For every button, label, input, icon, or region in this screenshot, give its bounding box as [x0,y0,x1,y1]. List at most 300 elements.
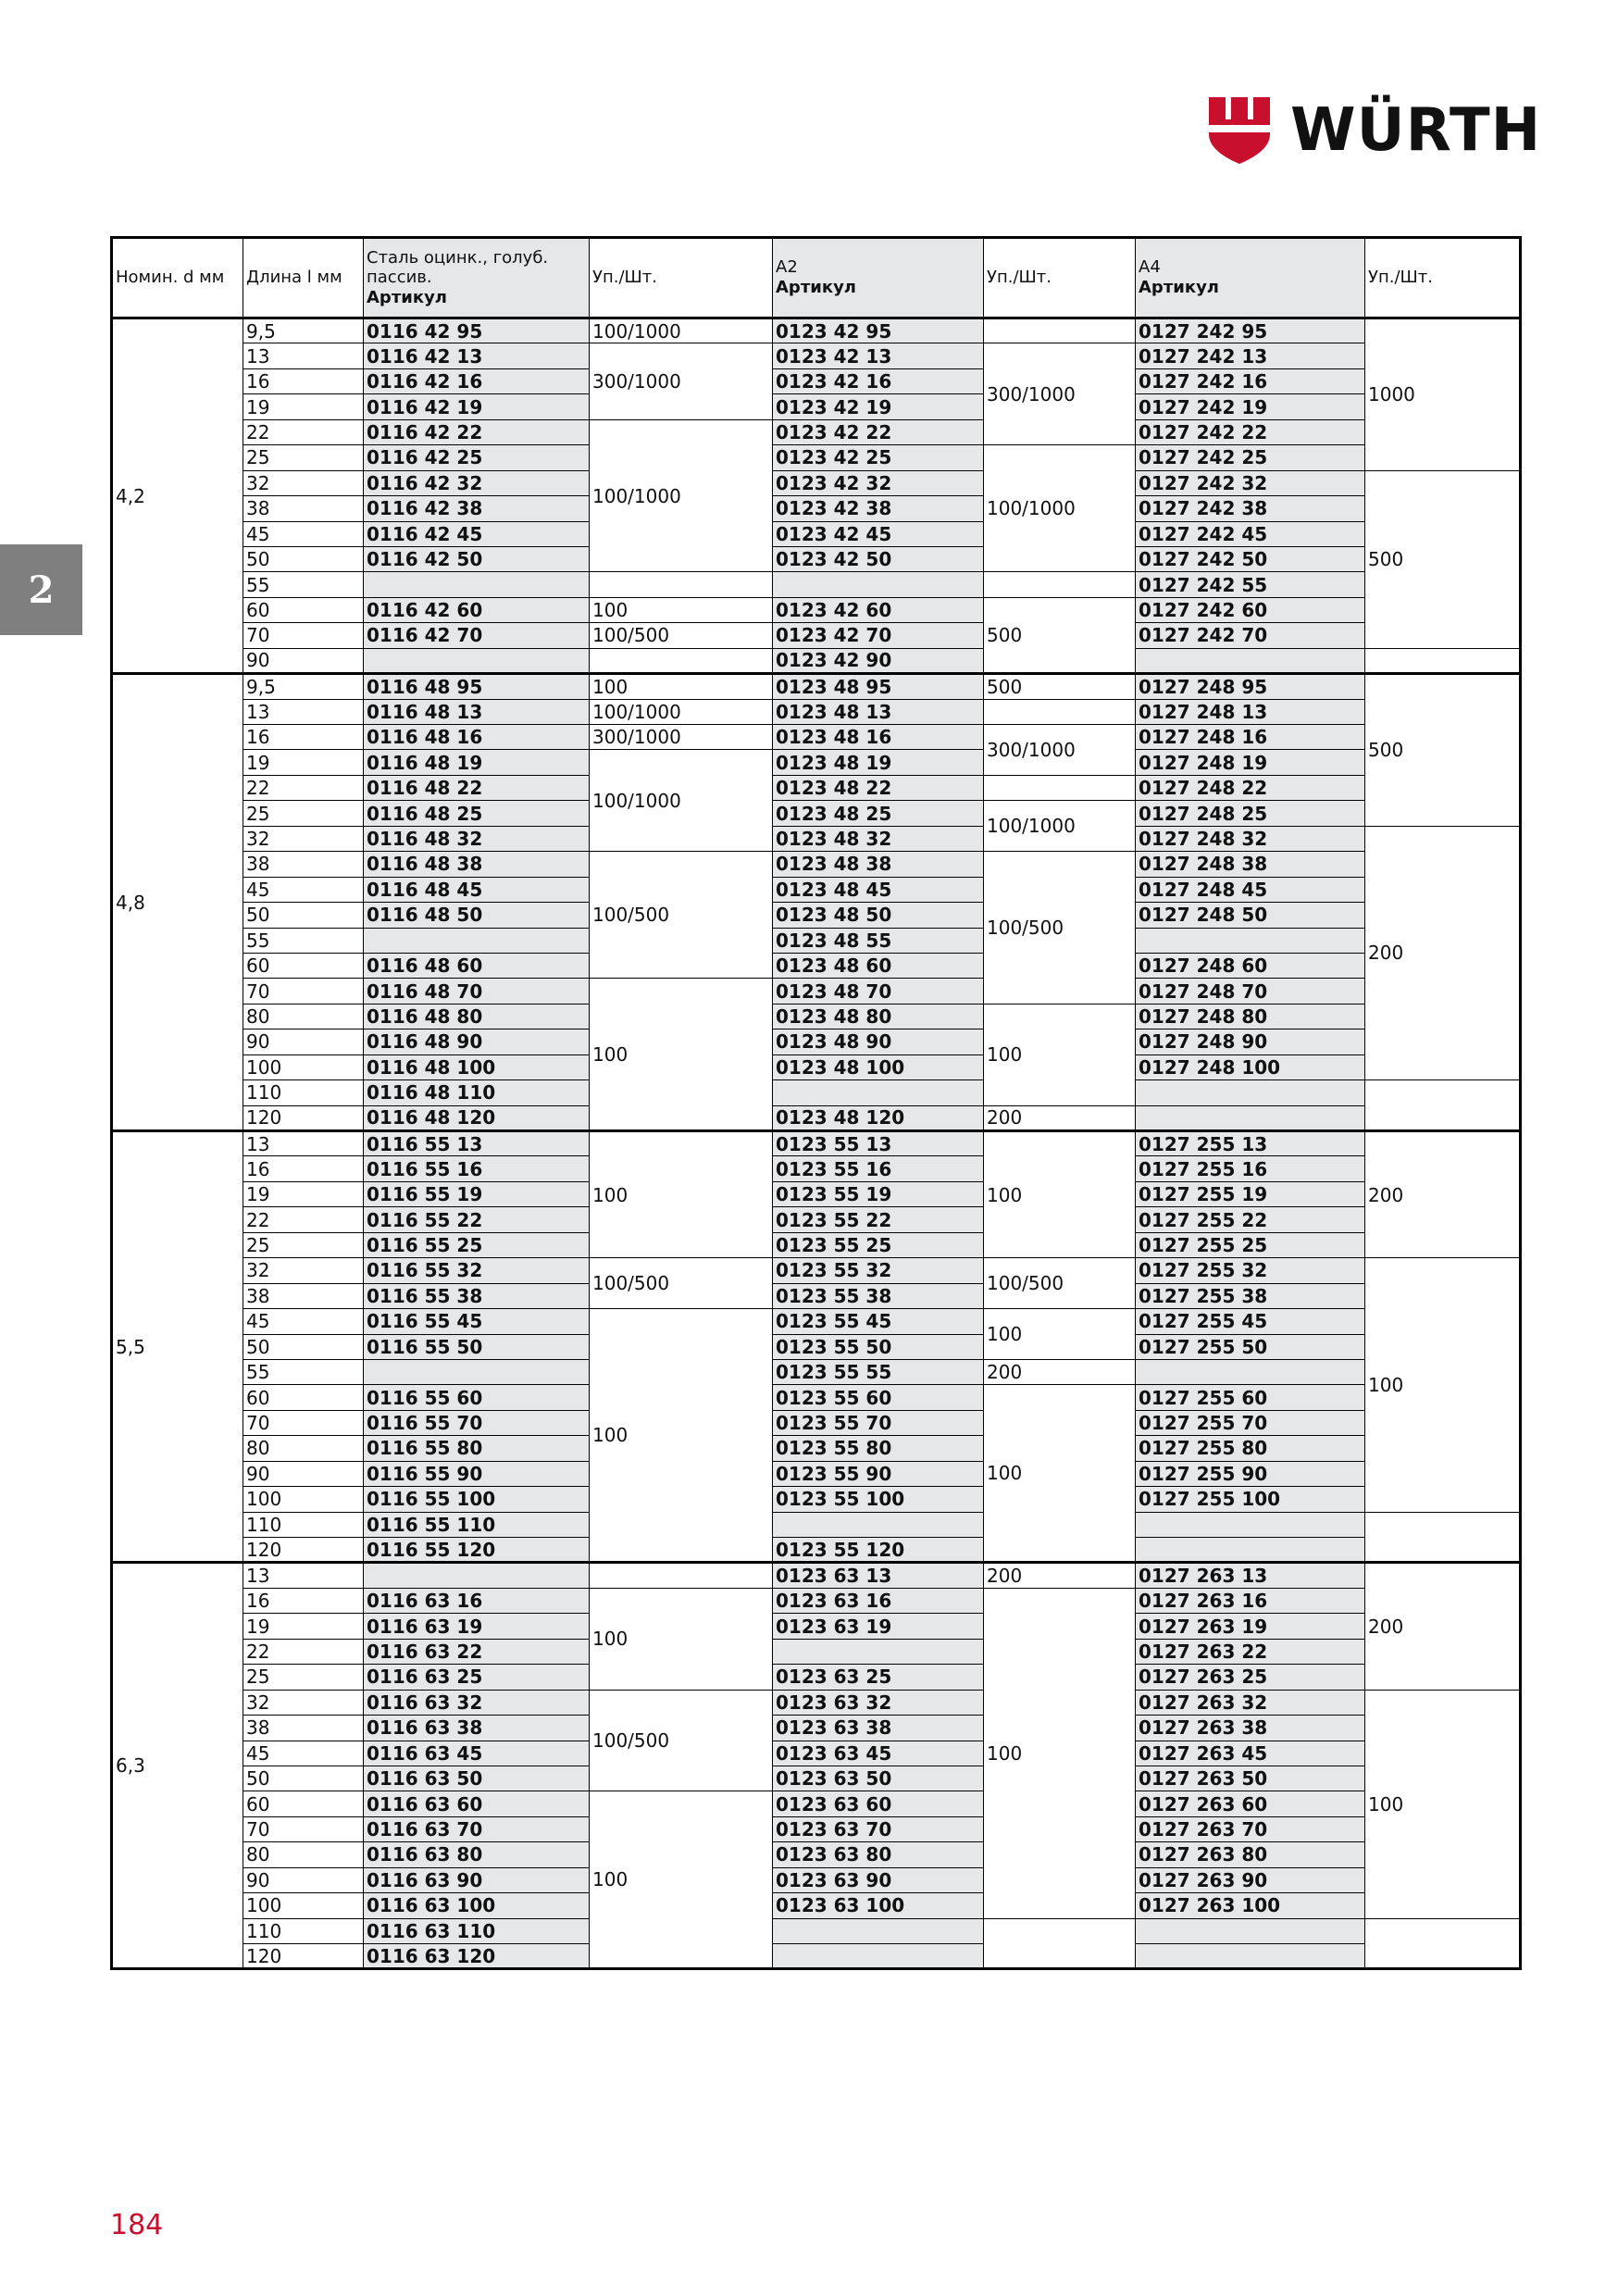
zinc-article-cell: 0116 48 80 [364,1004,590,1029]
table-row [112,1588,1521,1613]
a4-article-cell: 0127 248 100 [1136,1054,1365,1079]
a4-article-cell: 0127 255 22 [1136,1207,1365,1232]
a2-article-cell: 0123 55 45 [773,1309,984,1334]
a2-article-cell [773,1512,984,1537]
zinc-article-cell: 0116 48 90 [364,1029,590,1054]
length-cell: 70 [243,1816,364,1841]
zinc-article-cell: 0116 55 45 [364,1309,590,1334]
a4-article-cell: 0127 263 45 [1136,1741,1365,1766]
length-cell: 13 [243,1131,364,1156]
a4-article-cell: 0127 263 70 [1136,1816,1365,1841]
product-table [110,236,1522,1970]
a2-article-cell: 0123 42 32 [773,470,984,495]
zinc-article-cell: 0116 42 25 [364,445,590,470]
length-cell: 19 [243,750,364,775]
length-cell: 55 [243,572,364,597]
table-row [112,775,1521,800]
a4-qty-cell [1365,1080,1521,1131]
table-row [112,1232,1521,1257]
zinc-qty-cell [590,1563,773,1588]
table-row [112,674,1521,699]
table-row [112,1918,1521,1943]
a2-article-cell: 0123 63 19 [773,1614,984,1639]
length-cell: 100 [243,1054,364,1079]
table-row [112,597,1521,622]
a4-article-cell: 0127 263 32 [1136,1690,1365,1715]
a2-article-cell: 0123 48 38 [773,852,984,877]
table-row [112,470,1521,495]
zinc-article-cell: 0116 48 100 [364,1054,590,1079]
zinc-article-cell: 0116 63 90 [364,1867,590,1892]
a2-qty-cell: 100 [984,1385,1136,1563]
zinc-article-cell: 0116 55 13 [364,1131,590,1156]
length-cell: 38 [243,852,364,877]
table-row [112,877,1521,902]
table-row [112,1893,1521,1918]
table-row [112,1639,1521,1664]
header-qty-a2: Уп./Шт. [984,238,1136,318]
length-cell: 19 [243,1614,364,1639]
a2-article-cell: 0123 55 38 [773,1283,984,1308]
a4-article-cell: 0127 263 90 [1136,1867,1365,1892]
zinc-article-cell: 0116 55 50 [364,1334,590,1359]
zinc-article-cell: 0116 63 16 [364,1588,590,1613]
table-row [112,1080,1521,1105]
zinc-article-cell: 0116 48 38 [364,852,590,877]
a2-article-cell: 0123 48 25 [773,801,984,826]
a4-article-cell: 0127 263 38 [1136,1716,1365,1741]
a4-article-cell: 0127 248 38 [1136,852,1365,877]
zinc-article-cell: 0116 55 16 [364,1156,590,1181]
table-row [112,546,1521,571]
header-a2-article: А2 Артикул [773,238,984,318]
length-cell: 32 [243,470,364,495]
length-cell: 90 [243,648,364,673]
a4-qty-cell [1365,1512,1521,1563]
zinc-article-cell: 0116 55 90 [364,1461,590,1486]
table-row [112,1538,1521,1563]
zinc-qty-cell: 300/1000 [590,725,773,750]
length-cell: 80 [243,1004,364,1029]
length-cell: 19 [243,1181,364,1206]
a2-qty-cell: 200 [984,1105,1136,1130]
zinc-article-cell: 0116 55 70 [364,1410,590,1435]
zinc-article-cell: 0116 55 80 [364,1436,590,1461]
table-row [112,1944,1521,1969]
length-cell: 70 [243,1410,364,1435]
zinc-article-cell: 0116 42 60 [364,597,590,622]
length-cell: 13 [243,343,364,368]
a2-qty-cell: 100/1000 [984,801,1136,852]
table-row [112,1181,1521,1206]
a4-article-cell: 0127 242 32 [1136,470,1365,495]
a2-article-cell: 0123 55 60 [773,1385,984,1410]
a4-article-cell: 0127 255 38 [1136,1283,1365,1308]
zinc-article-cell: 0116 48 22 [364,775,590,800]
a4-article-cell: 0127 263 50 [1136,1766,1365,1791]
a2-article-cell [773,572,984,597]
table-row [112,1334,1521,1359]
zinc-article-cell: 0116 48 70 [364,979,590,1004]
zinc-article-cell: 0116 48 13 [364,699,590,724]
length-cell: 16 [243,368,364,393]
zinc-article-cell: 0116 48 45 [364,877,590,902]
length-cell: 50 [243,1334,364,1359]
length-cell: 25 [243,801,364,826]
a2-qty-cell: 100 [984,1588,1136,1918]
zinc-qty-cell: 100/500 [590,852,773,979]
length-cell: 60 [243,597,364,622]
zinc-article-cell: 0116 55 60 [364,1385,590,1410]
a2-article-cell: 0123 48 19 [773,750,984,775]
header-a4-article: А4 Артикул [1136,238,1365,318]
table-row [112,394,1521,419]
a4-article-cell: 0127 248 16 [1136,725,1365,750]
a2-article-cell: 0123 48 45 [773,877,984,902]
header-qty-zinc: Уп./Шт. [590,238,773,318]
a2-qty-cell: 100/1000 [984,445,1136,572]
zinc-article-cell [364,1563,590,1588]
table-row [112,318,1521,343]
length-cell: 110 [243,1512,364,1537]
zinc-qty-cell: 100 [590,1791,773,1969]
table-row [112,750,1521,775]
zinc-article-cell: 0116 55 110 [364,1512,590,1537]
a4-article-cell: 0127 248 25 [1136,801,1365,826]
a4-article-cell: 0127 242 13 [1136,343,1365,368]
zinc-article-cell: 0116 63 19 [364,1614,590,1639]
table-body [112,318,1521,1969]
a4-article-cell [1136,928,1365,953]
length-cell: 19 [243,394,364,419]
table-row [112,1512,1521,1537]
zinc-article-cell: 0116 42 38 [364,496,590,521]
a2-qty-cell [984,572,1136,597]
zinc-article-cell: 0116 48 25 [364,801,590,826]
zinc-article-cell: 0116 48 60 [364,953,590,978]
length-cell: 32 [243,1258,364,1283]
a4-article-cell: 0127 242 19 [1136,394,1365,419]
length-cell: 70 [243,979,364,1004]
a2-article-cell: 0123 55 55 [773,1359,984,1384]
a4-article-cell: 0127 263 22 [1136,1639,1365,1664]
header-nominal-diameter: Номин. d мм [112,238,243,318]
zinc-article-cell: 0116 63 80 [364,1842,590,1867]
a4-article-cell: 0127 242 25 [1136,445,1365,470]
length-cell: 100 [243,1487,364,1512]
a2-qty-cell: 300/1000 [984,343,1136,445]
table-row [112,419,1521,444]
a2-article-cell: 0123 63 100 [773,1893,984,1918]
a4-article-cell: 0127 242 38 [1136,496,1365,521]
zinc-article-cell: 0116 42 19 [364,394,590,419]
length-cell: 9,5 [243,318,364,343]
a2-article-cell: 0123 63 25 [773,1665,984,1690]
a4-article-cell: 0127 263 13 [1136,1563,1365,1588]
table-row [112,801,1521,826]
a2-article-cell: 0123 48 60 [773,953,984,978]
a2-article-cell: 0123 63 80 [773,1842,984,1867]
a2-article-cell: 0123 48 120 [773,1105,984,1130]
zinc-qty-cell: 100 [590,597,773,622]
length-cell: 32 [243,1690,364,1715]
a2-qty-cell: 100 [984,1004,1136,1105]
a2-qty-cell: 500 [984,674,1136,699]
length-cell: 55 [243,1359,364,1384]
table-row [112,1563,1521,1588]
a4-article-cell: 0127 263 60 [1136,1791,1365,1816]
a2-article-cell: 0123 55 25 [773,1232,984,1257]
table-row [112,1716,1521,1741]
zinc-article-cell: 0116 48 95 [364,674,590,699]
a2-article-cell [773,1918,984,1943]
a2-article-cell: 0123 63 45 [773,1741,984,1766]
a4-article-cell: 0127 248 32 [1136,826,1365,851]
a4-qty-cell: 100 [1365,1258,1521,1512]
chapter-tab [0,544,82,635]
a2-article-cell: 0123 55 22 [773,1207,984,1232]
table-row [112,1054,1521,1079]
table-row [112,1131,1521,1156]
zinc-article-cell: 0116 48 50 [364,903,590,928]
length-cell: 60 [243,953,364,978]
table-row [112,699,1521,724]
a2-article-cell: 0123 48 16 [773,725,984,750]
zinc-qty-cell: 100/1000 [590,318,773,343]
a2-article-cell [773,1944,984,1969]
a2-article-cell: 0123 42 16 [773,368,984,393]
a2-article-cell: 0123 63 90 [773,1867,984,1892]
length-cell: 38 [243,1283,364,1308]
a2-qty-cell [984,775,1136,800]
zinc-article-cell: 0116 63 22 [364,1639,590,1664]
length-cell: 100 [243,1893,364,1918]
a4-article-cell: 0127 242 45 [1136,521,1365,546]
a2-qty-cell: 200 [984,1563,1136,1588]
a4-article-cell: 0127 248 50 [1136,903,1365,928]
a2-article-cell: 0123 55 16 [773,1156,984,1181]
length-cell: 22 [243,1207,364,1232]
zinc-article-cell: 0116 63 32 [364,1690,590,1715]
a4-article-cell: 0127 242 50 [1136,546,1365,571]
zinc-qty-cell: 100/1000 [590,750,773,852]
table-row [112,1791,1521,1816]
length-cell: 45 [243,1309,364,1334]
zinc-article-cell: 0116 55 19 [364,1181,590,1206]
a2-article-cell: 0123 63 50 [773,1766,984,1791]
zinc-article-cell: 0116 42 50 [364,546,590,571]
length-cell: 16 [243,725,364,750]
a2-article-cell: 0123 63 38 [773,1716,984,1741]
zinc-qty-cell: 100/1000 [590,699,773,724]
a2-qty-cell: 200 [984,1359,1136,1384]
chapter-number: 2 [28,568,55,612]
a4-article-cell: 0127 255 90 [1136,1461,1365,1486]
length-cell: 45 [243,877,364,902]
a4-article-cell: 0127 248 13 [1136,699,1365,724]
table-row [112,1690,1521,1715]
zinc-article-cell: 0116 48 120 [364,1105,590,1130]
a4-article-cell: 0127 255 80 [1136,1436,1365,1461]
table-row [112,979,1521,1004]
length-cell: 9,5 [243,674,364,699]
a2-article-cell: 0123 42 90 [773,648,984,673]
zinc-article-cell: 0116 48 32 [364,826,590,851]
length-cell: 50 [243,1766,364,1791]
nominal-diameter-cell: 4,8 [112,674,243,1131]
table-row [112,368,1521,393]
a2-article-cell: 0123 63 13 [773,1563,984,1588]
zinc-article-cell: 0116 48 16 [364,725,590,750]
table-row [112,1385,1521,1410]
a4-article-cell: 0127 248 22 [1136,775,1365,800]
length-cell: 25 [243,445,364,470]
nominal-diameter-cell: 6,3 [112,1563,243,1969]
a4-qty-cell: 200 [1365,1563,1521,1690]
zinc-article-cell: 0116 42 16 [364,368,590,393]
a2-article-cell: 0123 48 50 [773,903,984,928]
length-cell: 50 [243,546,364,571]
a4-article-cell: 0127 255 13 [1136,1131,1365,1156]
table-row [112,1029,1521,1054]
a2-qty-cell: 500 [984,597,1136,673]
table-row [112,1867,1521,1892]
zinc-article-cell: 0116 63 110 [364,1918,590,1943]
length-cell: 120 [243,1944,364,1969]
length-cell: 45 [243,1741,364,1766]
length-cell: 120 [243,1538,364,1563]
a2-article-cell [773,1639,984,1664]
a4-article-cell: 0127 255 19 [1136,1181,1365,1206]
length-cell: 50 [243,903,364,928]
a4-article-cell: 0127 263 100 [1136,1893,1365,1918]
a4-article-cell: 0127 248 19 [1136,750,1365,775]
table-row [112,521,1521,546]
table-row [112,1614,1521,1639]
a2-article-cell: 0123 48 55 [773,928,984,953]
table-row [112,1766,1521,1791]
nominal-diameter-cell: 4,2 [112,318,243,674]
length-cell: 13 [243,1563,364,1588]
table-header-row [112,238,1521,318]
a4-article-cell: 0127 248 95 [1136,674,1365,699]
a4-article-cell: 0127 248 60 [1136,953,1365,978]
zinc-qty-cell: 100 [590,1588,773,1690]
table-row [112,1842,1521,1867]
a2-qty-cell: 100/500 [984,852,1136,1004]
zinc-article-cell: 0116 63 120 [364,1944,590,1969]
length-cell: 25 [243,1665,364,1690]
a2-article-cell: 0123 48 13 [773,699,984,724]
table-row [112,826,1521,851]
a2-article-cell: 0123 42 22 [773,419,984,444]
table-row [112,572,1521,597]
a4-article-cell: 0127 255 60 [1136,1385,1365,1410]
a2-qty-cell [984,318,1136,343]
zinc-article-cell: 0116 42 13 [364,343,590,368]
zinc-article-cell: 0116 42 95 [364,318,590,343]
zinc-qty-cell: 100 [590,1131,773,1258]
zinc-article-cell: 0116 42 45 [364,521,590,546]
zinc-article-cell [364,648,590,673]
zinc-article-cell [364,928,590,953]
table-row [112,1741,1521,1766]
a2-qty-cell: 300/1000 [984,725,1136,776]
zinc-article-cell: 0116 63 100 [364,1893,590,1918]
a2-article-cell: 0123 55 13 [773,1131,984,1156]
length-cell: 80 [243,1842,364,1867]
a4-article-cell: 0127 248 70 [1136,979,1365,1004]
a2-article-cell: 0123 42 70 [773,623,984,648]
table-row [112,953,1521,978]
a2-article-cell: 0123 48 80 [773,1004,984,1029]
length-cell: 22 [243,1639,364,1664]
length-cell: 22 [243,775,364,800]
a4-article-cell [1136,1512,1365,1537]
table-row [112,623,1521,648]
a4-article-cell: 0127 242 95 [1136,318,1365,343]
zinc-article-cell: 0116 55 32 [364,1258,590,1283]
a4-article-cell [1136,1359,1365,1384]
a2-article-cell: 0123 42 19 [773,394,984,419]
a4-qty-cell: 500 [1365,470,1521,648]
zinc-article-cell [364,1359,590,1384]
a2-article-cell: 0123 42 60 [773,597,984,622]
a2-article-cell: 0123 48 90 [773,1029,984,1054]
table-row [112,1665,1521,1690]
table-row [112,725,1521,750]
a2-article-cell: 0123 63 60 [773,1791,984,1816]
a4-qty-cell: 200 [1365,1131,1521,1258]
a2-article-cell: 0123 55 32 [773,1258,984,1283]
a2-article-cell [773,1080,984,1105]
length-cell: 32 [243,826,364,851]
length-cell: 110 [243,1918,364,1943]
a4-article-cell: 0127 248 90 [1136,1029,1365,1054]
a2-article-cell: 0123 42 50 [773,546,984,571]
a4-qty-cell: 200 [1365,826,1521,1079]
table-row [112,852,1521,877]
a2-article-cell: 0123 63 70 [773,1816,984,1841]
a4-article-cell: 0127 242 55 [1136,572,1365,597]
length-cell: 120 [243,1105,364,1130]
header-length: Длина l мм [243,238,364,318]
a2-qty-cell: 100 [984,1309,1136,1360]
a2-article-cell: 0123 63 16 [773,1588,984,1613]
a2-article-cell: 0123 48 70 [773,979,984,1004]
zinc-qty-cell: 100 [590,674,773,699]
a4-article-cell: 0127 263 19 [1136,1614,1365,1639]
wurth-logo [1209,96,1541,165]
length-cell: 90 [243,1029,364,1054]
zinc-article-cell: 0116 63 50 [364,1766,590,1791]
a2-article-cell: 0123 55 100 [773,1487,984,1512]
table-row [112,1105,1521,1130]
a4-article-cell [1136,648,1365,673]
a2-article-cell: 0123 63 32 [773,1690,984,1715]
a4-article-cell [1136,1105,1365,1130]
zinc-article-cell: 0116 48 110 [364,1080,590,1105]
zinc-article-cell: 0116 55 100 [364,1487,590,1512]
table-row [112,1309,1521,1334]
zinc-qty-cell: 100/1000 [590,419,773,572]
zinc-qty-cell: 100/500 [590,623,773,648]
a4-article-cell: 0127 255 25 [1136,1232,1365,1257]
length-cell: 38 [243,1716,364,1741]
a2-article-cell: 0123 55 19 [773,1181,984,1206]
zinc-article-cell: 0116 55 120 [364,1538,590,1563]
table-row [112,1207,1521,1232]
